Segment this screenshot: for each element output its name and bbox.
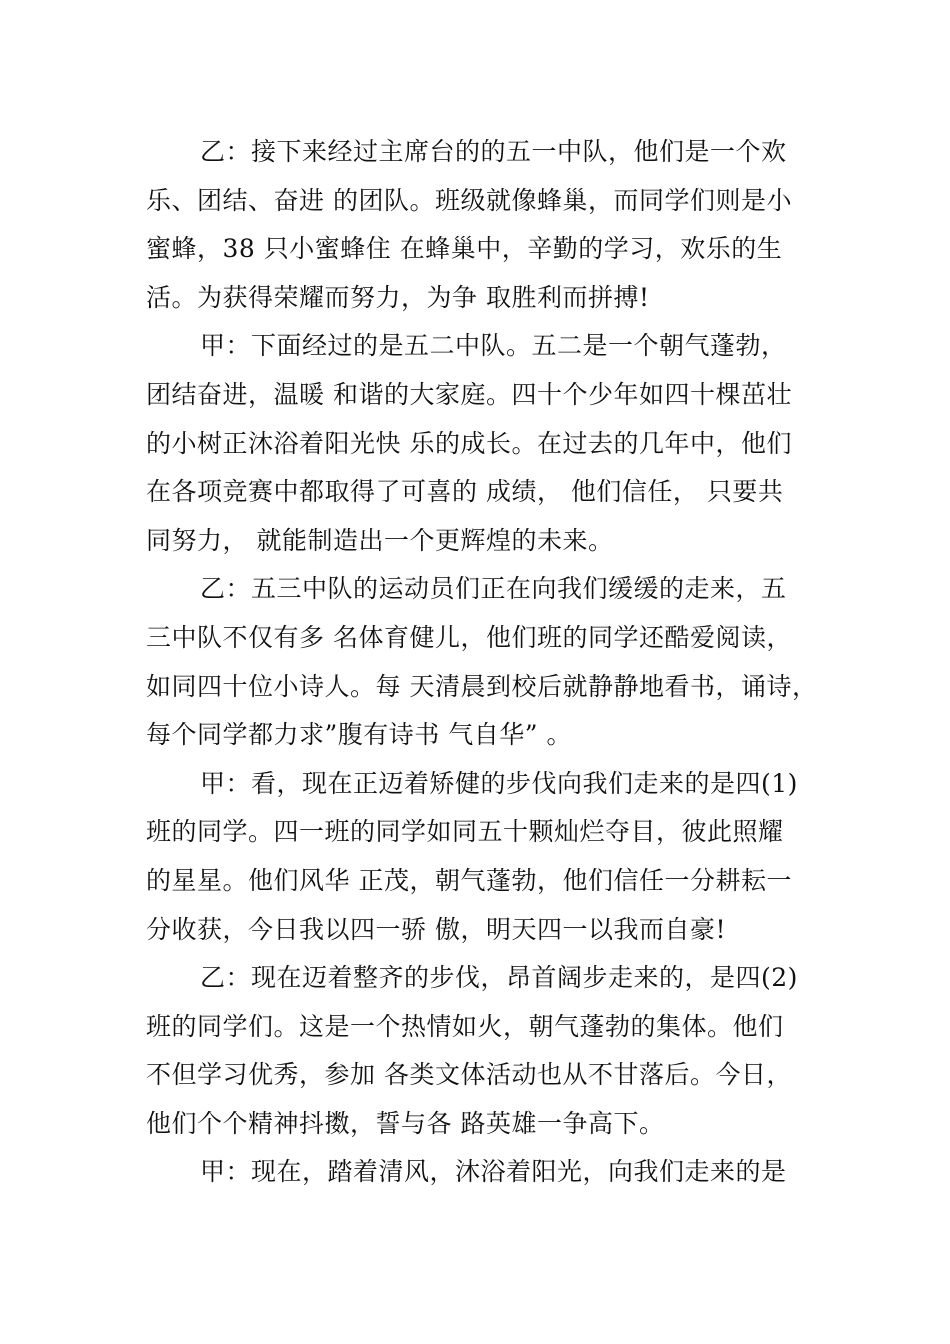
text-line: 团结奋进，温暖 和谐的大家庭。四十个少年如四十棵茁壮 bbox=[146, 379, 792, 409]
text-line: 的星星。他们风华 正茂，朝气蓬勃，他们信任一分耕耘一 bbox=[146, 865, 792, 895]
text-line: 如同四十位小诗人。每 天清晨到校后就静静地看书，诵诗， bbox=[146, 671, 818, 701]
text-line: 乙：现在迈着整齐的步伐，昂首阔步走来的，是四(2) bbox=[200, 963, 798, 993]
text-line: 每个同学都力求”腹有诗书 气自华” 。 bbox=[146, 720, 572, 750]
text-line: 三中队不仅有多 名体育健儿，他们班的同学还酷爱阅读， bbox=[146, 622, 792, 652]
text-line: 乙：五三中队的运动员们正在向我们缓缓的走来，五 bbox=[200, 574, 787, 604]
text-line: 班的同学们。这是一个热情如火，朝气蓬勃的集体。他们 bbox=[146, 1011, 784, 1041]
text-line: 他们个个精神抖擞，誓与各 路英雄一争高下。 bbox=[146, 1108, 665, 1138]
text-line: 同努力， 就能制造出一个更辉煌的未来。 bbox=[146, 525, 614, 555]
text-line: 班的同学。四一班的同学如同五十颗灿烂夺目，彼此照耀 bbox=[146, 817, 784, 847]
paragraph-5 bbox=[146, 954, 826, 1148]
text-line: 分收获，今日我以四一骄 傲，明天四一以我而自豪! bbox=[146, 914, 726, 944]
text-line: 甲：下面经过的是五二中队。五二是一个朝气蓬勃， bbox=[200, 331, 787, 361]
text-line: 的小树正沐浴着阳光快 乐的成长。在过去的几年中，他们 bbox=[146, 428, 792, 458]
paragraph-3 bbox=[146, 565, 826, 759]
document-body bbox=[146, 128, 826, 1197]
text-line: 活。为获得荣耀而努力，为争 取胜利而拼搏! bbox=[146, 282, 650, 312]
text-line: 蜜蜂，38 只小蜜蜂住 在蜂巢中，辛勤的学习，欢乐的生 bbox=[146, 234, 783, 264]
paragraph-2 bbox=[146, 322, 826, 565]
paragraph-4 bbox=[146, 760, 826, 954]
text-line: 甲：现在，踏着清风，沐浴着阳光，向我们走来的是 bbox=[200, 1157, 787, 1187]
text-line: 甲：看，现在正迈着矫健的步伐向我们走来的是四(1) bbox=[200, 768, 798, 798]
paragraph-1 bbox=[146, 128, 826, 322]
paragraph-6 bbox=[146, 1148, 826, 1197]
text-line: 在各项竞赛中都取得了可喜的 成绩， 他们信任， 只要共 bbox=[146, 477, 784, 507]
text-line: 不但学习优秀，参加 各类文体活动也从不甘落后。今日， bbox=[146, 1060, 792, 1090]
text-line: 乙：接下来经过主席台的的五一中队，他们是一个欢 bbox=[200, 137, 787, 166]
text-line: 乐、团结、奋进 的团队。班级就像蜂巢，而同学们则是小 bbox=[146, 185, 792, 215]
